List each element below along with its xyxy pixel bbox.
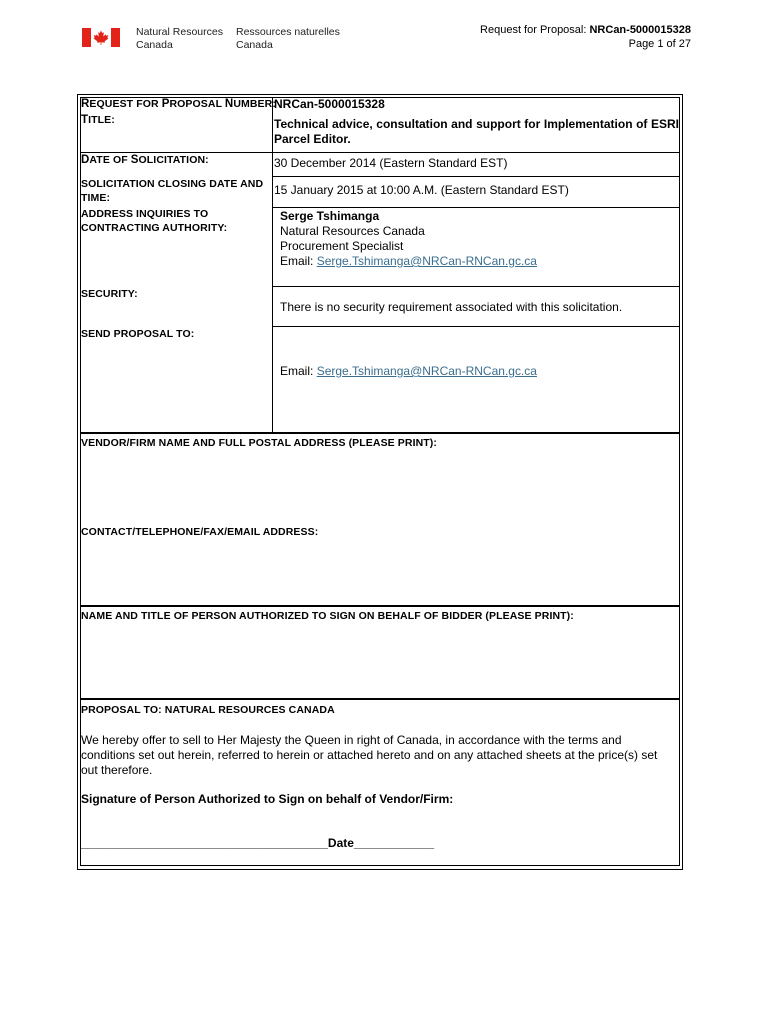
send-email-link[interactable]: Serge.Tshimanga@NRCan-RNCan.gc.ca <box>316 364 537 378</box>
inquiries-label-line1: ADDRESS INQUIRIES TO <box>81 208 209 220</box>
send-proposal-label: SEND PROPOSAL TO: <box>81 328 195 340</box>
send-email-prefix: Email: <box>280 364 317 378</box>
inquiries-label-line2: CONTRACTING AUTHORITY: <box>81 222 228 234</box>
signature-date-line[interactable]: _____________________________________Date____________ <box>81 836 435 850</box>
row-line-2 <box>272 176 680 177</box>
closing-date-label-line1: SOLICITATION CLOSING DATE AND <box>81 178 264 190</box>
vendor-name-label: VENDOR/FIRM NAME AND FULL POSTAL ADDRESS (PLEASE PRINT): <box>81 437 437 449</box>
row-line-4 <box>272 286 680 287</box>
header-rfp-info <box>480 23 691 51</box>
title-value: Technical advice, consultation and support for Implementation of ESRI Parcel Editor. <box>274 117 679 146</box>
contracting-authority-contact <box>280 209 537 269</box>
contact-email-line <box>280 254 537 269</box>
dept-fr-line2: Canada <box>236 39 273 51</box>
vendor-contact-label: CONTACT/TELEPHONE/FAX/EMAIL ADDRESS: <box>81 526 319 538</box>
table-column-divider <box>272 97 273 433</box>
header-rfp-line <box>480 23 691 37</box>
closing-date-label-line2: TIME: <box>81 192 111 204</box>
canada-flag-logo <box>82 28 120 47</box>
signature-label: Signature of Person Authorized to Sign on behalf of Vendor/Firm: <box>81 792 454 806</box>
closing-date-value: 15 January 2015 at 10:00 A.M. (Eastern Standard EST) <box>274 183 569 197</box>
header-rfp-number: NRCan-5000015328 <box>589 24 691 36</box>
security-value: There is no security requirement associated with this solicitation. <box>280 300 623 314</box>
dept-en-line1: Natural Resources <box>136 26 223 38</box>
security-label: SECURITY: <box>81 288 138 300</box>
contact-email-link[interactable]: Serge.Tshimanga@NRCan-RNCan.gc.ca <box>316 254 537 268</box>
department-name-english <box>136 26 223 52</box>
date-of-solicitation-label: DATE OF SOLICITATION: <box>81 154 209 166</box>
authorized-person-label: NAME AND TITLE OF PERSON AUTHORIZED TO SIGN ON BEHALF OF BIDDER (PLEASE PRINT): <box>81 610 574 622</box>
contact-organization: Natural Resources Canada <box>280 224 425 238</box>
rfp-number-value: NRCan-5000015328 <box>274 97 385 111</box>
date-of-solicitation-value: 30 December 2014 (Eastern Standard EST) <box>274 156 508 170</box>
inquiries-label <box>81 207 227 235</box>
title-label: TITLE: <box>81 114 115 126</box>
dept-fr-line1: Ressources naturelles <box>236 26 340 38</box>
department-name-french <box>236 26 340 52</box>
closing-date-label <box>81 177 273 205</box>
vendor-section <box>80 433 680 606</box>
row-line-1 <box>80 152 680 153</box>
send-proposal-email-line <box>280 364 537 379</box>
proposal-to-label: PROPOSAL TO: NATURAL RESOURCES CANADA <box>81 704 335 716</box>
contact-name: Serge Tshimanga <box>280 209 380 223</box>
page-number: Page 1 of 27 <box>628 38 691 50</box>
proposal-offer-text: We hereby offer to sell to Her Majesty the Queen in right of Canada, in accordance with the terms and conditions set out herein, referred to herein or attached hereto and on any attached sheets at the price(s) set out therefore. <box>81 733 658 777</box>
row-line-3 <box>272 207 680 208</box>
row-line-5 <box>272 326 680 327</box>
dept-en-line2: Canada <box>136 39 173 51</box>
contact-role: Procurement Specialist <box>280 239 404 253</box>
contact-email-prefix: Email: <box>280 254 317 268</box>
rfp-number-label: REQUEST FOR PROPOSAL NUMBER: <box>81 98 276 110</box>
header-rfp-prefix: Request for Proposal: <box>480 24 590 36</box>
